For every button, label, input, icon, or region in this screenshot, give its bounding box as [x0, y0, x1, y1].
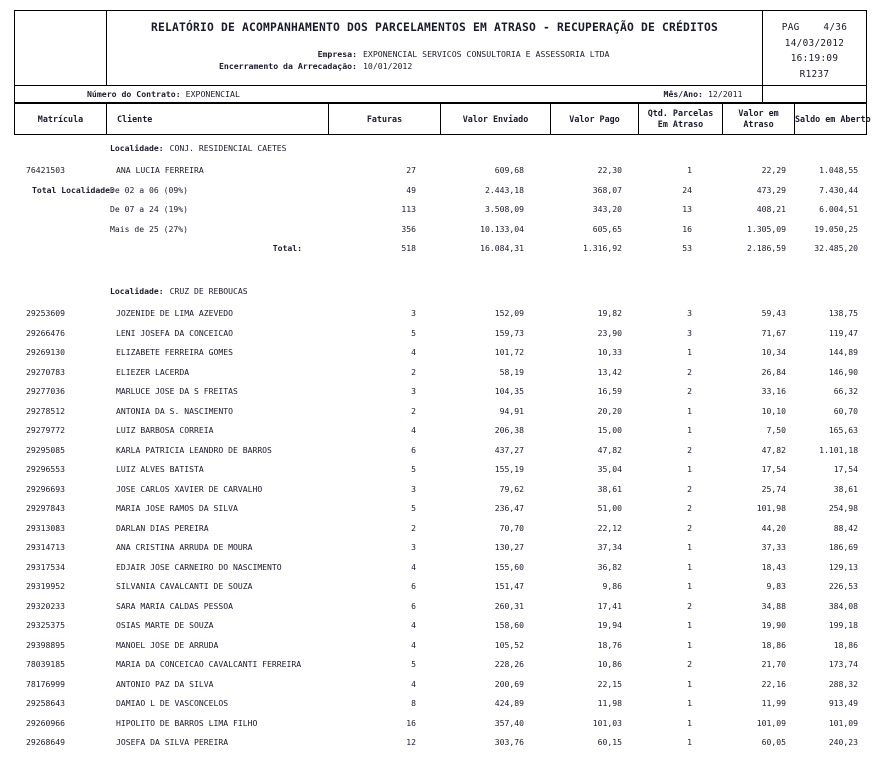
cell-valor-atraso: 47,82 [761, 444, 786, 455]
cell-faturas: 3 [411, 542, 416, 552]
locality-header-row [14, 282, 866, 308]
cell-valor-atraso: 1.305,09 [747, 223, 786, 234]
cell-valor-pago: 11,98 [597, 698, 622, 708]
cell-cliente: OSIAS MARTE DE SOUZA [116, 620, 214, 630]
cell-valor-atraso: 19,90 [761, 620, 786, 630]
cell-valor-atraso: 22,16 [761, 678, 786, 689]
cell-qtd-parcelas: 1 [687, 698, 692, 708]
cell-valor-enviado: 10.133,04 [480, 223, 524, 234]
table-row[interactable] [14, 406, 866, 426]
cell-matricula: 78176999 [26, 678, 65, 689]
cell-saldo-aberto: 173,74 [828, 659, 859, 669]
cell-faturas: 2 [411, 366, 416, 377]
table-row[interactable] [14, 308, 866, 328]
cell-valor-pago: 22,15 [597, 678, 622, 689]
cell-cliente: SILVANIA CAVALCANTI DE SOUZA [116, 581, 253, 591]
cell-valor-atraso: 7,50 [766, 425, 786, 435]
report-header-frame [14, 10, 867, 103]
cell-saldo-aberto: 146,90 [828, 366, 859, 377]
pag-value: 4/36 [823, 22, 848, 33]
cell-cliente: ANA LUCIA FERREIRA [116, 165, 204, 175]
table-row[interactable] [14, 328, 866, 348]
cell-valor-atraso: 408,21 [756, 204, 786, 214]
col-qtd-parcelas-line1: Qtd. Parcelas [647, 108, 714, 118]
cell-faturas: 6 [411, 600, 416, 611]
cell-valor-atraso: 18,86 [761, 639, 786, 650]
cell-cliente: ANTONIA DA S. NASCIMENTO [116, 405, 233, 416]
cell-cliente: JOZENIDE DE LIMA AZEVEDO [116, 308, 233, 318]
faixa-label: Mais de 25 (27%) [110, 223, 188, 234]
cell-faturas: 27 [406, 165, 416, 175]
locality-label: Localidade: CRUZ DE REBOUCAS [110, 286, 248, 296]
cell-cliente: DARLAN DIAS PEREIRA [116, 522, 209, 533]
total-label: Total: [272, 243, 302, 253]
cell-faturas: 3 [411, 386, 416, 396]
cell-qtd-parcelas: 2 [687, 503, 692, 513]
col-valor-pago: Valor Pago [551, 104, 639, 135]
cell-qtd-parcelas: 2 [687, 483, 692, 494]
cell-cliente: MARIA JOSE RAMOS DA SILVA [116, 503, 238, 513]
table-row[interactable] [14, 698, 866, 718]
cell-valor-atraso: 2.186,59 [747, 243, 786, 253]
page-number-line [763, 20, 866, 36]
cell-saldo-aberto: 17,54 [833, 464, 859, 474]
encerramento-label: Encerramento da Arrecadação: [218, 61, 357, 71]
cell-saldo-aberto: 32.485,20 [814, 243, 859, 253]
cell-qtd-parcelas: 1 [687, 581, 692, 591]
cell-valor-pago: 9,86 [602, 581, 622, 591]
cell-valor-pago: 101,03 [592, 717, 622, 728]
faixa-label: De 02 a 06 (09%) [110, 184, 188, 195]
cell-faturas: 16 [406, 717, 416, 728]
title-cell [107, 11, 763, 86]
cell-saldo-aberto: 19.050,25 [814, 223, 859, 234]
cell-qtd-parcelas: 16 [682, 223, 692, 234]
cell-matricula: 29270783 [26, 366, 65, 377]
page-info-cell [763, 11, 867, 86]
cell-cliente: LUIZ BARBOSA CORREIA [116, 425, 214, 435]
cell-faturas: 5 [411, 464, 416, 474]
cell-cliente: DAMIAO L DE VASCONCELOS [116, 698, 229, 708]
cell-valor-atraso: 71,67 [761, 327, 786, 338]
cell-matricula: 29258643 [26, 698, 65, 708]
cell-valor-atraso: 25,74 [761, 483, 786, 494]
col-cliente: Cliente [107, 104, 329, 135]
cell-cliente: LENI JOSEFA DA CONCEICAO [116, 327, 233, 338]
cell-saldo-aberto: 144,89 [828, 347, 859, 357]
total-localidade-label [14, 224, 106, 244]
cell-saldo-aberto: 226,53 [828, 581, 859, 591]
cell-saldo-aberto: 66,32 [833, 386, 859, 396]
cell-cliente: ANTONIO PAZ DA SILVA [116, 678, 214, 689]
cell-matricula: 29269130 [26, 347, 65, 357]
cell-valor-atraso: 60,05 [761, 737, 786, 747]
cell-valor-enviado: 228,26 [494, 659, 524, 669]
cell-matricula: 29260966 [26, 717, 65, 728]
cell-valor-enviado: 70,70 [499, 522, 524, 533]
empresa-line [111, 48, 758, 60]
cell-valor-atraso: 44,20 [761, 522, 786, 533]
table-row[interactable] [14, 679, 866, 699]
table-row[interactable] [14, 523, 866, 543]
locality-name: CONJ. RESIDENCIAL CAETES [169, 143, 287, 153]
cell-valor-enviado: 159,73 [494, 327, 524, 338]
cell-faturas: 5 [411, 503, 416, 513]
cell-valor-atraso: 34,88 [761, 600, 786, 611]
table-row[interactable] [14, 581, 866, 601]
cell-qtd-parcelas: 3 [687, 308, 692, 318]
col-saldo-aberto: Saldo em Aberto [795, 104, 867, 135]
cell-saldo-aberto: 199,18 [828, 620, 859, 630]
cell-matricula: 29317534 [26, 561, 65, 572]
cell-matricula: 29314713 [26, 542, 65, 552]
cell-valor-enviado: 105,52 [494, 639, 524, 650]
locality-name: CRUZ DE REBOUCAS [169, 286, 248, 296]
cell-qtd-parcelas: 2 [687, 444, 692, 455]
cell-cliente: ELIEZER LACERDA [116, 366, 190, 377]
cell-valor-pago: 605,65 [592, 223, 622, 234]
contrato-value: EXPONENCIAL [185, 89, 240, 99]
spacer-cell [14, 263, 866, 283]
empresa-value: EXPONENCIAL SERVICOS CONSULTORIA E ASSESSORIA LTDA [363, 49, 610, 59]
encerramento-value: 10/01/2012 [363, 61, 413, 71]
cell-matricula: 78039185 [26, 659, 65, 669]
cell-saldo-aberto: 129,13 [828, 561, 859, 572]
cell-valor-pago: 19,94 [597, 620, 622, 630]
cell-faturas: 2 [411, 522, 416, 533]
cell-faturas: 49 [406, 184, 416, 195]
cell-valor-enviado: 16.084,31 [480, 243, 524, 253]
cell-valor-pago: 10,33 [597, 347, 622, 357]
table-row[interactable] [14, 737, 866, 757]
table-row[interactable] [14, 718, 866, 738]
faixa-label: De 07 a 24 (19%) [110, 204, 188, 214]
cell-valor-atraso: 10,34 [761, 347, 786, 357]
cell-qtd-parcelas: 24 [682, 184, 692, 195]
cell-qtd-parcelas: 1 [687, 620, 692, 630]
cell-valor-atraso: 33,16 [761, 386, 786, 396]
cell-saldo-aberto: 88,42 [833, 522, 859, 533]
cell-valor-atraso: 26,84 [761, 366, 786, 377]
cell-faturas: 3 [411, 483, 416, 494]
cell-valor-pago: 18,76 [597, 639, 622, 650]
table-row[interactable] [14, 659, 866, 679]
cell-valor-pago: 15,00 [597, 425, 622, 435]
cell-faturas: 6 [411, 581, 416, 591]
cell-saldo-aberto: 913,49 [828, 698, 859, 708]
cell-faturas: 4 [411, 425, 416, 435]
cell-valor-pago: 47,82 [597, 444, 622, 455]
cell-valor-pago: 368,07 [592, 184, 622, 195]
pag-label: PAG [781, 22, 800, 33]
cell-valor-enviado: 151,47 [494, 581, 524, 591]
cell-cliente: HIPOLITO DE BARROS LIMA FILHO [116, 717, 258, 728]
cell-valor-pago: 13,42 [597, 366, 622, 377]
cell-valor-enviado: 101,72 [494, 347, 524, 357]
cell-matricula: 29313083 [26, 522, 65, 533]
cell-qtd-parcelas: 53 [682, 243, 692, 253]
cell-faturas: 12 [406, 737, 416, 747]
table-row[interactable] [14, 425, 866, 445]
cell-valor-enviado: 155,19 [494, 464, 524, 474]
total-localidade-label: Total Localidade: [32, 184, 115, 195]
cell-valor-pago: 19,82 [597, 308, 622, 318]
cell-valor-pago: 22,12 [597, 522, 622, 533]
grand-total-row [14, 243, 866, 263]
table-row[interactable] [14, 464, 866, 484]
report-body-table [14, 139, 866, 757]
table-row[interactable] [14, 367, 866, 387]
cell-valor-enviado: 200,69 [494, 678, 524, 689]
report-code: R1237 [799, 68, 830, 80]
cell-valor-pago: 22,30 [597, 165, 622, 175]
cell-valor-enviado: 152,09 [494, 308, 524, 318]
cell-qtd-parcelas: 1 [687, 425, 692, 435]
cell-cliente: JOSE CARLOS XAVIER DE CARVALHO [116, 483, 263, 494]
cell-cliente: MARIA DA CONCEICAO CAVALCANTI FERREIRA [116, 659, 302, 669]
cell-faturas: 5 [411, 327, 416, 338]
cell-valor-atraso: 9,83 [766, 581, 786, 591]
mesano-value: 12/2011 [707, 89, 743, 99]
cell-valor-enviado: 104,35 [494, 386, 524, 396]
cell-qtd-parcelas: 1 [687, 678, 692, 689]
table-row[interactable] [14, 542, 866, 562]
cell-valor-pago: 36,82 [597, 561, 622, 572]
cell-matricula: 29325375 [26, 620, 65, 630]
cell-cliente: ANA CRISTINA ARRUDA DE MOURA [116, 542, 253, 552]
cell-cliente: SARA MARIA CALDAS PESSOA [116, 600, 233, 611]
cell-saldo-aberto: 240,23 [828, 737, 859, 747]
cell-qtd-parcelas: 1 [687, 405, 692, 416]
report-time: 16:19:09 [790, 53, 839, 64]
total-localidade-row [14, 204, 866, 224]
col-valor-atraso [723, 104, 795, 135]
cell-valor-pago: 60,15 [597, 737, 622, 747]
col-qtd-parcelas [639, 104, 723, 135]
contrato-label: Número do Contrato: [87, 89, 181, 99]
cell-faturas: 113 [401, 204, 416, 214]
cell-valor-atraso: 59,43 [761, 308, 786, 318]
cell-matricula: 29295085 [26, 444, 65, 455]
cell-faturas: 4 [411, 620, 416, 630]
total-spacer [14, 243, 106, 263]
cell-saldo-aberto: 384,08 [828, 600, 859, 611]
cell-valor-enviado: 236,47 [494, 503, 524, 513]
cell-cliente: MARLUCE JOSE DA S FREITAS [116, 386, 238, 396]
total-localidade-row [14, 185, 866, 205]
encerramento-line [111, 60, 758, 72]
cell-valor-atraso: 37,33 [761, 542, 786, 552]
cell-saldo-aberto: 38,61 [833, 483, 859, 494]
cell-faturas: 5 [411, 659, 416, 669]
cell-faturas: 3 [411, 308, 416, 318]
table-row[interactable] [14, 640, 866, 660]
cell-valor-enviado: 357,40 [494, 717, 524, 728]
table-row[interactable] [14, 165, 866, 185]
cell-matricula: 29268649 [26, 737, 65, 747]
cell-valor-atraso: 10,10 [761, 405, 786, 416]
contract-row [15, 86, 867, 103]
cell-valor-enviado: 206,38 [494, 425, 524, 435]
cell-faturas: 4 [411, 561, 416, 572]
cell-saldo-aberto: 1.101,18 [819, 444, 859, 455]
cell-qtd-parcelas: 1 [687, 639, 692, 650]
cell-faturas: 518 [401, 243, 416, 253]
col-matricula: Matrícula [15, 104, 107, 135]
cell-valor-pago: 35,04 [597, 464, 622, 474]
column-header-table [14, 103, 871, 135]
cell-valor-enviado: 94,91 [499, 405, 524, 416]
col-valor-atraso-line1: Valor em [738, 108, 779, 118]
cell-valor-enviado: 3.508,09 [485, 204, 524, 214]
cell-valor-enviado: 260,31 [494, 600, 524, 611]
cell-valor-atraso: 17,54 [761, 464, 786, 474]
col-valor-atraso-line2: Atraso [743, 119, 774, 129]
total-localidade-row [14, 224, 866, 244]
cell-valor-enviado: 58,19 [499, 366, 524, 377]
table-row[interactable] [14, 601, 866, 621]
cell-valor-pago: 1.316,92 [583, 243, 622, 253]
cell-cliente: LUIZ ALVES BATISTA [116, 464, 204, 474]
cell-valor-pago: 51,00 [597, 503, 622, 513]
header-top-row [15, 11, 867, 86]
cell-saldo-aberto: 6.004,51 [819, 204, 859, 214]
cell-qtd-parcelas: 1 [687, 542, 692, 552]
col-qtd-parcelas-line2: Em Atraso [657, 119, 704, 129]
cell-qtd-parcelas: 2 [687, 522, 692, 533]
cell-cliente: JOSEFA DA SILVA PEREIRA [116, 737, 229, 747]
cell-qtd-parcelas: 3 [687, 327, 692, 338]
cell-cliente: KARLA PATRICIA LEANDRO DE BARROS [116, 444, 272, 455]
cell-valor-pago: 20,20 [597, 405, 622, 416]
cell-matricula: 29279772 [26, 425, 65, 435]
cell-faturas: 4 [411, 678, 416, 689]
cell-matricula: 29266476 [26, 327, 65, 338]
page-title: RELATÓRIO DE ACOMPANHAMENTO DOS PARCELAMENTOS EM ATRASO - RECUPERAÇÃO DE CRÉDITOS [150, 21, 719, 34]
cell-matricula: 29398895 [26, 639, 65, 650]
cell-qtd-parcelas: 1 [687, 561, 692, 572]
cell-matricula: 29296693 [26, 483, 65, 494]
cell-faturas: 8 [411, 698, 416, 708]
table-row[interactable] [14, 347, 866, 367]
cell-valor-pago: 10,86 [597, 659, 622, 669]
cell-faturas: 356 [401, 223, 416, 234]
cell-saldo-aberto: 18,86 [833, 639, 859, 650]
col-valor-enviado: Valor Enviado [441, 104, 551, 135]
cell-matricula: 29319952 [26, 581, 65, 591]
cell-qtd-parcelas: 13 [682, 204, 692, 214]
cell-valor-enviado: 424,89 [494, 698, 524, 708]
cell-matricula: 29296553 [26, 464, 65, 474]
cell-valor-pago: 343,20 [592, 204, 622, 214]
report-date: 14/03/2012 [784, 37, 845, 49]
cell-faturas: 4 [411, 639, 416, 650]
table-row[interactable] [14, 503, 866, 523]
cell-saldo-aberto: 60,70 [833, 405, 859, 416]
cell-valor-enviado: 2.443,18 [485, 184, 524, 195]
cell-cliente: MANOEL JOSE DE ARRUDA [116, 639, 219, 650]
cell-matricula: 29253609 [26, 308, 65, 318]
cell-matricula: 29320233 [26, 600, 65, 611]
cell-valor-pago: 37,34 [597, 542, 622, 552]
cell-valor-pago: 38,61 [597, 483, 622, 494]
table-row[interactable] [14, 562, 866, 582]
cell-valor-enviado: 303,76 [494, 737, 524, 747]
col-faturas: Faturas [329, 104, 441, 135]
cell-valor-atraso: 22,29 [761, 165, 786, 175]
cell-qtd-parcelas: 1 [687, 165, 692, 175]
cell-valor-atraso: 11,99 [761, 698, 786, 708]
cell-cliente: ELIZABETE FERREIRA GOMES [116, 347, 233, 357]
cell-valor-enviado: 609,68 [494, 165, 524, 175]
cell-saldo-aberto: 119,47 [828, 327, 859, 338]
table-row[interactable] [14, 386, 866, 406]
total-localidade-label [14, 204, 106, 224]
cell-valor-atraso: 101,98 [756, 503, 786, 513]
cell-matricula: 29278512 [26, 405, 65, 416]
section-gap [14, 263, 866, 283]
cell-saldo-aberto: 7.430,44 [819, 184, 859, 195]
cell-qtd-parcelas: 1 [687, 347, 692, 357]
cell-valor-atraso: 21,70 [761, 659, 786, 669]
cell-valor-enviado: 437,27 [494, 444, 524, 455]
cell-valor-atraso: 473,29 [756, 184, 786, 195]
cell-matricula: 29297843 [26, 503, 65, 513]
cell-saldo-aberto: 288,32 [828, 678, 859, 689]
table-row[interactable] [14, 620, 866, 640]
cell-valor-pago: 17,41 [597, 600, 622, 611]
cell-valor-atraso: 101,09 [756, 717, 786, 728]
cell-faturas: 2 [411, 405, 416, 416]
cell-saldo-aberto: 186,69 [828, 542, 859, 552]
table-row[interactable] [14, 484, 866, 504]
cell-saldo-aberto: 165,63 [828, 425, 859, 435]
locality-header-row [14, 139, 866, 165]
mesano-label: Mês/Ano: [663, 89, 703, 99]
cell-saldo-aberto: 138,75 [828, 308, 859, 318]
cell-qtd-parcelas: 1 [687, 464, 692, 474]
cell-matricula: 29277036 [26, 386, 65, 396]
table-row[interactable] [14, 445, 866, 465]
cell-faturas: 6 [411, 444, 416, 455]
cell-qtd-parcelas: 2 [687, 600, 692, 611]
cell-qtd-parcelas: 1 [687, 737, 692, 747]
cell-valor-enviado: 130,27 [494, 542, 524, 552]
cell-saldo-aberto: 1.048,55 [819, 165, 859, 175]
cell-cliente: EDJAIR JOSE CARNEIRO DO NASCIMENTO [116, 561, 282, 572]
cell-saldo-aberto: 254,98 [828, 503, 859, 513]
cell-qtd-parcelas: 2 [687, 366, 692, 377]
locality-label: Localidade: CONJ. RESIDENCIAL CAETES [110, 143, 287, 153]
cell-valor-enviado: 155,60 [494, 561, 524, 572]
cell-qtd-parcelas: 2 [687, 386, 692, 396]
cell-matricula: 76421503 [26, 165, 65, 175]
empresa-label: Empresa: [317, 49, 357, 59]
cell-valor-pago: 16,59 [597, 386, 622, 396]
mesano-cell [663, 86, 867, 103]
cell-faturas: 4 [411, 347, 416, 357]
cell-valor-atraso: 18,43 [761, 561, 786, 572]
cell-saldo-aberto: 101,09 [828, 717, 859, 728]
cell-valor-pago: 23,90 [597, 327, 622, 338]
cell-valor-enviado: 158,60 [494, 620, 524, 630]
cell-qtd-parcelas: 1 [687, 717, 692, 728]
cell-qtd-parcelas: 2 [687, 659, 692, 669]
column-header-row [15, 104, 867, 135]
cell-valor-enviado: 79,62 [499, 483, 524, 494]
logo-cell [15, 11, 107, 86]
